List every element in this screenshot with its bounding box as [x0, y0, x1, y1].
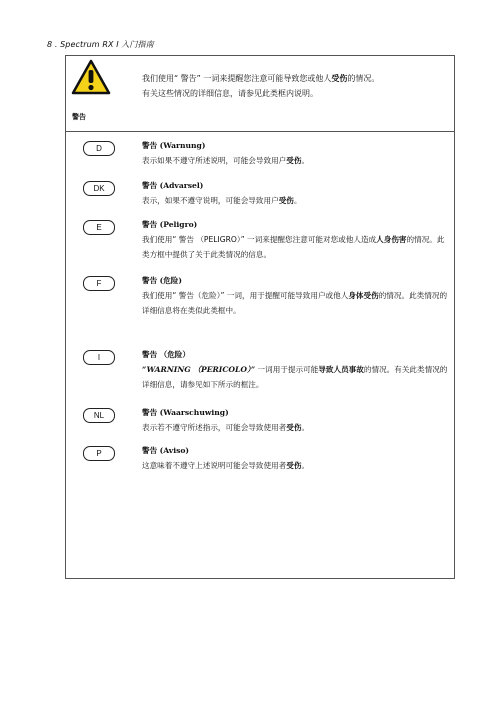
entry-text — [142, 232, 452, 262]
entry-text-emphasis: 受伤 — [278, 196, 294, 205]
entry-title-language: (Aviso) — [159, 446, 190, 455]
entry-text-emphasis: 身体受伤 — [348, 291, 379, 300]
language-code-badge: P — [83, 446, 115, 461]
entry-title-language: (Waarschuwing) — [159, 408, 229, 417]
entry-text-end: 。 — [301, 156, 310, 165]
entry-text — [142, 193, 452, 208]
entry-body — [142, 273, 452, 318]
entry-title — [142, 405, 452, 420]
entry-text-emphasis: 受伤 — [286, 423, 302, 432]
language-code-badge: F — [83, 276, 115, 291]
intro-line1-end: 的情况。 — [347, 74, 380, 83]
intro-line1-emphasis: 受伤 — [331, 74, 348, 83]
entry-text — [142, 362, 452, 392]
entry-text — [142, 458, 452, 473]
entry-text-emphasis: 导致人员事故 — [318, 365, 364, 374]
language-code-badge: DK — [83, 181, 115, 196]
entry-text-start: 这意味着不遵守上述说明可能会导致使用者 — [142, 461, 287, 470]
language-code-badge: NL — [83, 408, 115, 423]
entry-text — [142, 420, 452, 435]
entry-text-end: 。 — [301, 423, 310, 432]
entry-title-word: 警告 — [142, 276, 158, 285]
entry-text-start: 一词用于提示可能 — [257, 365, 319, 374]
warning-intro-section — [66, 56, 454, 132]
entry-title — [142, 217, 452, 232]
entry-title — [142, 178, 452, 193]
entry-text — [142, 153, 452, 168]
language-code-badge: E — [83, 220, 115, 235]
entry-text-emphasis: 受伤 — [286, 461, 302, 470]
entry-text-emphasis: 人身伤害 — [376, 235, 407, 244]
entry-title-language: (Advarsel) — [159, 181, 204, 190]
entry-text — [142, 288, 452, 318]
entry-text-start: 我们使用“ 警告（危险）” 一词，用于提醒可能导致用户或他人 — [142, 291, 349, 300]
entry-title-word: 警告 — [142, 446, 158, 455]
warning-symbol-label: 警告 — [72, 113, 86, 121]
entry-title-language: （危险） — [159, 350, 190, 359]
entry-title-word: 警告 — [142, 181, 158, 190]
intro-line1-start: 我们使用“ 警告” 一词来提醒您注意可能导致您或他人 — [142, 74, 332, 83]
entry-title — [142, 443, 452, 458]
entry-text-start: 表示若不遵守所述指示，可能会导致使用者 — [142, 423, 287, 432]
entry-body — [142, 217, 452, 262]
warning-notice-box — [65, 55, 455, 579]
running-title: 8 . Spectrum RX I 入门指南 — [47, 40, 154, 49]
warning-intro-text — [142, 71, 442, 101]
entry-title — [142, 273, 452, 288]
entry-title-language: (危险) — [159, 276, 182, 285]
entry-body — [142, 443, 452, 473]
entry-text-end: 。 — [301, 461, 310, 470]
language-code-badge: D — [83, 141, 115, 156]
entry-title-word: 警告 — [142, 408, 158, 417]
entry-body — [142, 138, 452, 168]
entry-text-start: 表示如果不遵守所述说明，可能会导致用户 — [142, 156, 287, 165]
entry-text-lead: “WARNING （PERICOLO）” — [142, 365, 256, 374]
entry-text-start: 表示，如果不遵守说明，可能会导致用户 — [142, 196, 279, 205]
entry-text-start: 我们使用“ 警告 （PELIGRO）” 一词来提醒您注意可能对您或他人造成 — [142, 235, 377, 244]
entry-text-end: 的情况。此类情况的详细信息将在类似此类框中。 — [142, 291, 448, 315]
entry-body — [142, 178, 452, 208]
entry-title — [142, 347, 452, 362]
entry-title-language: (Warnung) — [159, 141, 206, 150]
entry-title-word: 警告 — [142, 220, 158, 229]
entry-text-emphasis: 受伤 — [286, 156, 302, 165]
entry-body — [142, 347, 452, 392]
intro-line2: 有关这些情况的详细信息，请参见此类框内说明。 — [142, 89, 318, 98]
entry-body — [142, 405, 452, 435]
entry-title — [142, 138, 452, 153]
language-code-badge: I — [83, 350, 115, 365]
entry-text-end: 的情况。此类方框中提供了关于此类情况的信息。 — [142, 235, 445, 259]
entry-text-end: 。 — [293, 196, 302, 205]
entry-title-word: 警告 — [142, 350, 158, 359]
entry-title-language: (Peligro) — [159, 220, 198, 229]
entry-text-end: 的情况。有关此类情况的详细信息，请参见如下所示的框注。 — [142, 365, 448, 389]
warning-triangle-icon — [71, 59, 111, 109]
entry-title-word: 警告 — [142, 141, 158, 150]
